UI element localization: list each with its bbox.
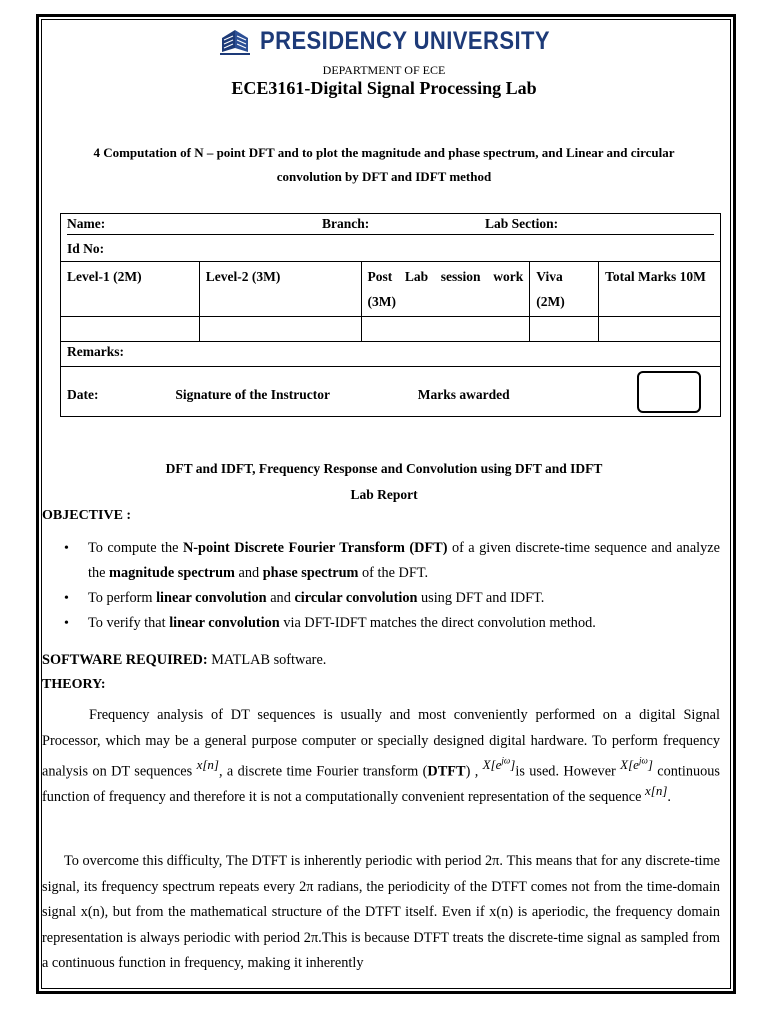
id-label: Id No: <box>67 241 105 256</box>
name-branch-section-row <box>67 216 714 232</box>
objective-item: • To compute the N-point Discrete Fourier Transform (DFT) of a given discrete-time sequence and analyze the magnitude spectrum and phase spectrum of the DFT. <box>88 536 720 586</box>
experiment-title-line1: 4 Computation of N – point DFT and to plot the magnitude and phase spectrum, and Linear and circular <box>93 145 675 160</box>
theory-title: THEORY: <box>42 677 106 692</box>
course-title: ECE3161-Digital Signal Processing Lab <box>231 78 537 98</box>
total-marks-header: Total Marks 10M <box>599 262 721 317</box>
objective-item: • To verify that linear convolution via DFT-IDFT matches the direct convolution method. <box>88 611 720 636</box>
software-required <box>42 652 326 669</box>
postlab-header: Post Lab session work (3M) <box>361 262 530 317</box>
student-info-table <box>60 213 721 417</box>
objective-title: OBJECTIVE : <box>42 508 132 523</box>
book-crest-icon <box>218 26 252 56</box>
university-logo <box>218 24 558 58</box>
level2-score-cell[interactable] <box>199 317 361 342</box>
total-score-cell[interactable] <box>599 317 721 342</box>
objective-item: • To perform linear convolution and circular convolution using DFT and IDFT. <box>88 586 720 611</box>
experiment-title-line2: convolution by DFT and IDFT method <box>276 169 492 184</box>
branch-label: Branch: <box>322 216 370 231</box>
brand-name: PRESIDENCY UNIVERSITY <box>260 26 551 55</box>
date-label: Date: <box>67 386 99 402</box>
viva-score-cell[interactable] <box>530 317 599 342</box>
report-heading-line1: DFT and IDFT, Frequency Response and Convolution using DFT and IDFT <box>165 461 603 476</box>
level1-score-cell[interactable] <box>61 317 200 342</box>
level2-header: Level-2 (3M) <box>199 262 361 317</box>
experiment-title <box>0 141 768 189</box>
name-label: Name: <box>67 216 106 231</box>
marks-awarded-box[interactable] <box>637 371 701 413</box>
lab-section-label: Lab Section: <box>485 216 559 231</box>
signature-label: Signature of the Instructor <box>175 386 330 402</box>
marks-awarded-label: Marks awarded <box>417 386 510 402</box>
software-label: SOFTWARE REQUIRED: <box>42 652 208 668</box>
objective-list <box>88 536 720 636</box>
theory-paragraph-2: To overcome this difficulty, The DTFT is inherently periodic with period 2π. This means that for any discrete-time signal, its frequency spectrum repeats every 2π radians, the periodicity of the DTFT comes not from the time-domain signal x(n), but from the mathematical structure of the DTFT itself. Even if x(n) is aperiodic, the frequency domain representation is always periodic with period 2π.This is because DTFT treats the discrete-time signal as sampled from a continuous function in frequency, making it inherently <box>42 853 720 971</box>
postlab-score-cell[interactable] <box>361 317 530 342</box>
report-heading <box>0 456 768 508</box>
remarks-label: Remarks: <box>61 342 721 367</box>
viva-header: Viva (2M) <box>530 262 599 317</box>
software-value: MATLAB software. <box>207 652 327 668</box>
department-label: DEPARTMENT OF ECE <box>322 63 446 77</box>
report-heading-line2: Lab Report <box>350 487 418 502</box>
theory-paragraph-1: Frequency analysis of DT sequences is usually and most conveniently performed on a digital Signal Processor, which may be a general purpose computer or specially designed digital hardware. To perform frequency analysis on DT sequences x[n], a discrete time Fourier transform (DTFT) , $X[e^{j\omega}]is$ used. However $X[e^{j\omega}]$ continuous function of frequency and therefore it is not a computationally convenient representation of the sequence x[n]. <box>42 707 720 806</box>
level1-header: Level-1 (2M) <box>61 262 200 317</box>
